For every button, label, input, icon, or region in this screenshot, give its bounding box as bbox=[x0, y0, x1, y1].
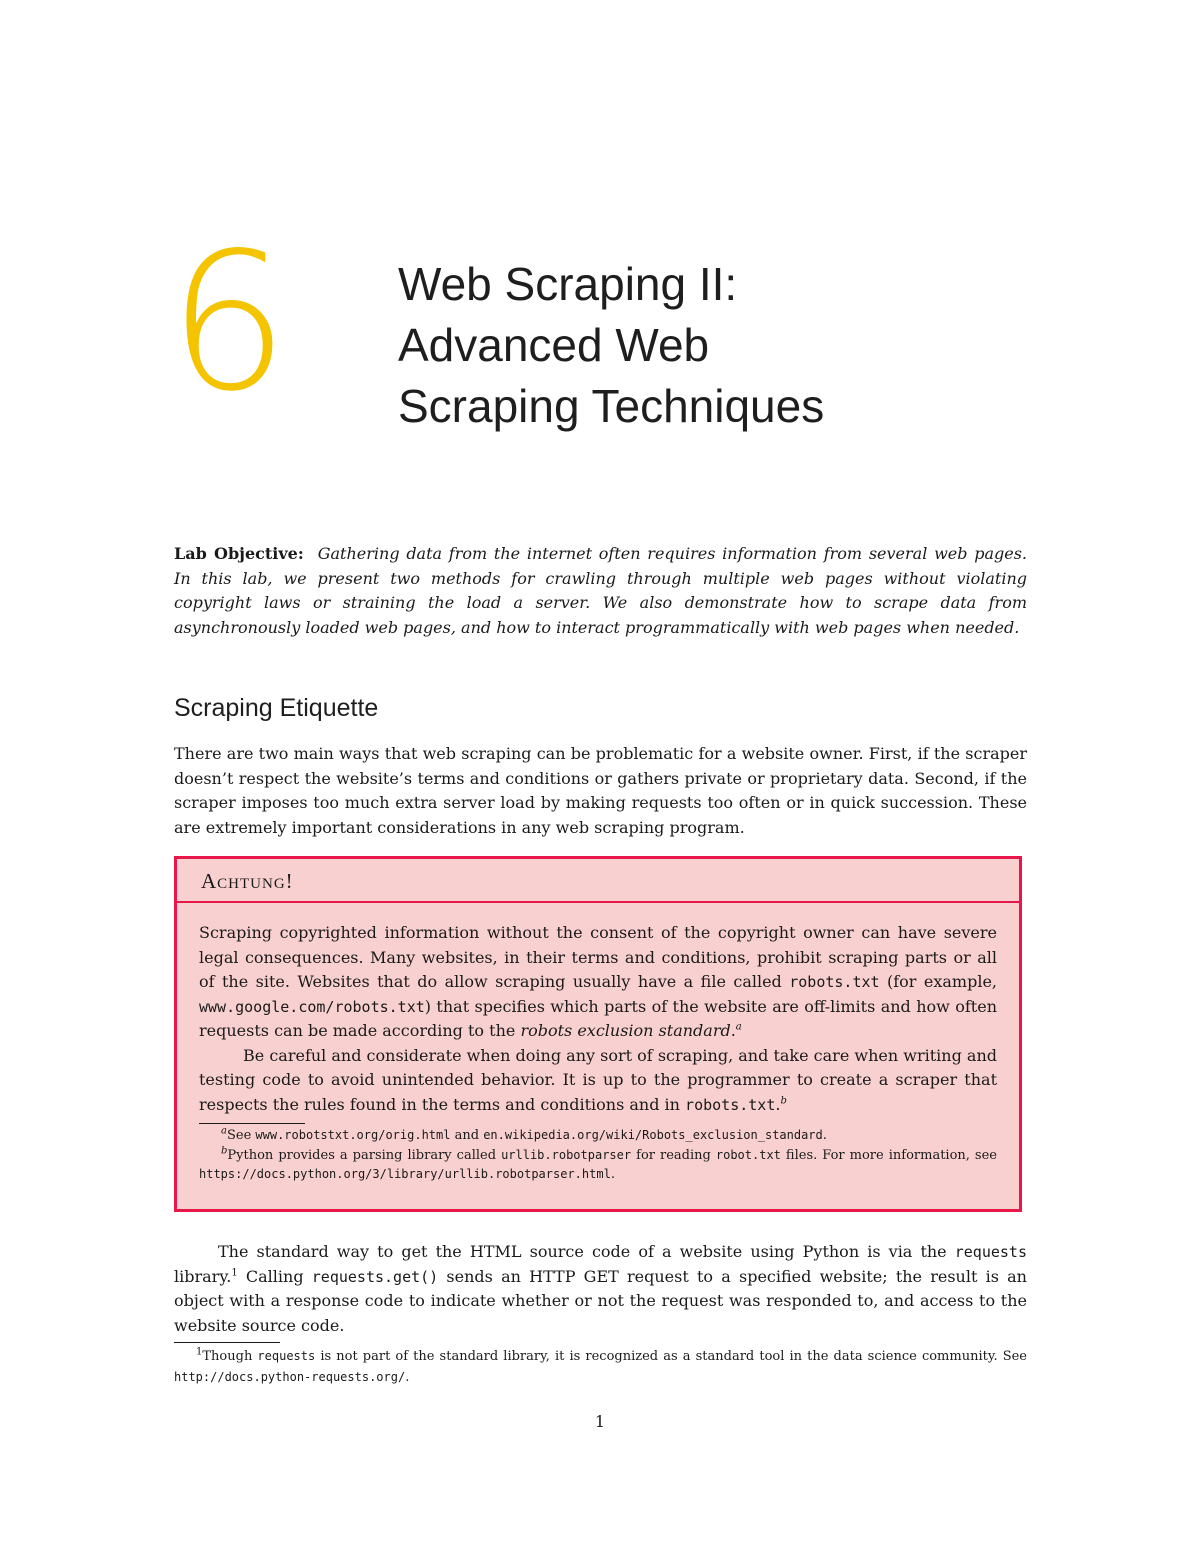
link-wikipedia[interactable]: en.wikipedia.org/wiki/Robots_exclusion_standard bbox=[483, 1128, 823, 1142]
footnote-1: $^1$Though requests is not part of the standard library, it is recognized as a standard tool in the data science community. See http://docs.python-requests.org/. bbox=[174, 1346, 1027, 1385]
warning-footnote-a: $^a$See www.robotstxt.org/orig.html and en.wikipedia.org/wiki/Robots_exclusion_standard. bbox=[221, 1125, 827, 1143]
code-robots-txt: robots.txt bbox=[789, 973, 880, 991]
warning-paragraph-2: Be careful and considerate when doing any sort of scraping, and take care when writing and testing code to avoid unintended behavior. It is up to the programmer to create a scraper that respects the rules found in the terms and conditions and in robots.txt.$^b$ bbox=[199, 1045, 997, 1114]
chapter-title-line-3: Scraping Techniques bbox=[398, 380, 825, 432]
lab-objective-label: Lab Objective: bbox=[174, 544, 304, 563]
chapter-title-line-1: Web Scraping II: bbox=[398, 258, 738, 310]
section-heading: Scraping Etiquette bbox=[174, 694, 379, 722]
link-python-requests[interactable]: http://docs.python-requests.org/ bbox=[174, 1370, 406, 1384]
code-robots-txt-2: robots.txt bbox=[685, 1095, 776, 1114]
link-robotparser-docs[interactable]: https://docs.python.org/3/library/urllib.robotparser.html bbox=[199, 1167, 611, 1181]
requests-paragraph: The standard way to get the HTML source code of a website using Python is via the requests library.$^1$ Calling requests.get() sends an HTTP GET request to a specified website; the result is an object with a response code to indicate whether or not the request was responded to, and access to the website source code. bbox=[174, 1242, 1027, 1335]
warning-title: Achtung! bbox=[177, 859, 1019, 903]
code-requests-get: requests.get() bbox=[311, 1267, 439, 1286]
warning-footnote-b: $^b$Python provides a parsing library called urllib.robotparser for reading robot.txt files. For more information, see https://docs.python.org/3/library/urllib.robotparser.html. bbox=[199, 1145, 997, 1182]
page-number: 1 bbox=[594, 1412, 606, 1431]
chapter-title-line-2: Advanced Web bbox=[398, 319, 710, 371]
link-robotstxt[interactable]: www.robotstxt.org/orig.html bbox=[255, 1128, 451, 1142]
code-google-robots: www.google.com/robots.txt bbox=[199, 997, 425, 1016]
robots-exclusion-standard: robots exclusion standard bbox=[520, 1021, 731, 1040]
footnote-rule bbox=[174, 1342, 280, 1343]
lab-objective bbox=[174, 542, 1027, 640]
footnote-mark-1: 1 bbox=[231, 1267, 238, 1279]
warning-box bbox=[174, 856, 1022, 1212]
lab-objective-text: Gathering data from the internet often requires information from several web pages. In this lab, we present two methods for crawling through multiple web pages without violating copyright laws or straining the load a server. We also demonstrate how to scrape data from asynchronously loaded web pages, and how to interact programmatically with web pages when needed. bbox=[174, 544, 1028, 637]
footnote-mark-a: a bbox=[735, 1021, 742, 1033]
footnote-mark-b: b bbox=[780, 1095, 787, 1107]
chapter-number: 6 bbox=[168, 212, 289, 433]
chapter-title bbox=[398, 254, 1038, 437]
warning-footnotes bbox=[199, 1126, 997, 1185]
warning-body bbox=[177, 903, 1019, 1185]
code-requests: requests bbox=[954, 1243, 1027, 1261]
etiquette-paragraph: There are two main ways that web scraping can be problematic for a website owner. First, if the scraper doesn’t respect the website’s terms and conditions or gathers private or proprietary data. Second, if the scraper imposes too much extra server load by making requests too often or in quick succession. These are extremely important considerations in any web scraping program. bbox=[174, 744, 1027, 837]
warning-footnote-rule bbox=[199, 1123, 305, 1124]
warning-paragraph-1: Scraping copyrighted information without the consent of the copyright owner can have severe legal consequences. Many websites, in their terms and conditions, prohibit scraping parts or all of the site. Websites that do allow scraping usually have a file called robots.txt (for example, www.google.com/robots.txt) that specifies which parts of the website are off-limits and how often requests can be made according to the robots exclusion standard.$^a$ bbox=[199, 923, 998, 1040]
